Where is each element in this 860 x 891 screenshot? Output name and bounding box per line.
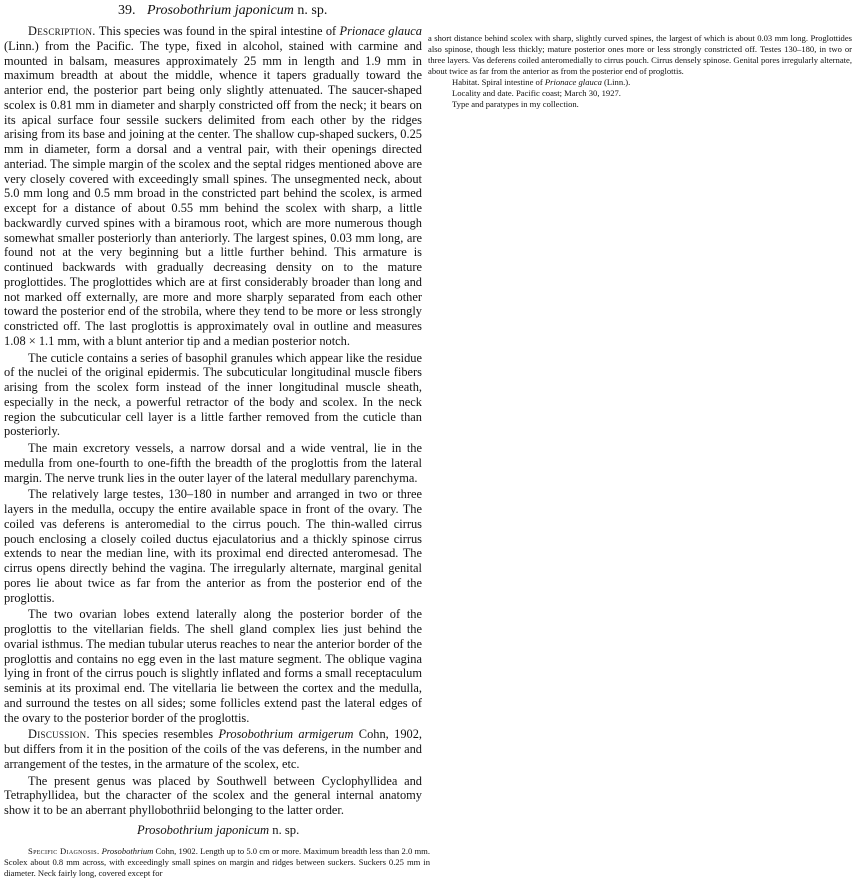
habitat-text-2: (Linn.). (601, 77, 631, 87)
discussion-text-1: This species resembles (89, 727, 219, 742)
description-text-2: (Linn.) from the Pacific. The type, fixed in alcohol, stained with carmine and mounted in balsam, measures approximately 25 mm in length and 1.9 mm in maximum breadth at about the middle, whence it tapers gradually toward the anterior end, the posterior part being only slightly attenuated. The saucer-shaped scolex is 0.81 mm in diameter and sharply constricted off from the neck; it bears on its apical surface four sessile suckers delimited from each other by the ridges arising from its base and joining at the center. The shallow cup-shaped suckers, 0.25 mm in diameter, form a dorsal and a ventral pair, with their openings directed anteriad. The simple margin of the scolex and the septal ridges mentioned above are very closely covered with exceedingly small spines. The unsegmented neck, about 5.0 mm long and 0.5 mm broad in the constricted part behind the scolex, is armed except for a distance of about 0.55 mm behind the scolex with sharp, a little backwardly curved spines with a biramous root, which are more numerous though somewhat smaller posteriorly than anteriorly. The largest spines, 0.03 mm long, are found not at the very beginning but a little further behind. This armature is continued backwards with gradually decreasing density on to the mature proglottides. The proglottides which are at first considerably broader than long and not marked off externally, are more and more sharply separated from each other toward the posterior end of the strobila, where they tend to be more or less strongly constricted off. The last proglottis is approximately oval in outline and measures 1.08 × 1.1 mm, with a blunt anterior tip and a median posterior notch. (4, 38, 422, 348)
locality-line: Locality and date. Pacific coast; March 30, 1927. (452, 88, 621, 98)
cuticle-paragraph: The cuticle contains a series of basophil granules which appear like the residue of the nuclei of the original epidermis. The subcuticular longitudinal muscle fibers arising from the scolex form instead of the inner longitudinal muscle sheath, especially in the neck, a powerful retractor of the body and scolex. In the neck region the subcuticular cell layer is a little farther removed from the cuticle than posteriorly. (4, 350, 422, 439)
diagnosis-paragraph (4, 846, 430, 879)
diagnosis-genus: Prosobothrium (101, 846, 154, 856)
discussion-paragraph (4, 727, 422, 771)
discussion-text-2: Cohn, 1902, but differs from it in the position of the coils of the vas deferens, in the number and arrangement of the testes, in the armature of the scolex, etc. (4, 727, 422, 771)
host-name: Prionace glauca (339, 24, 422, 38)
new-species-marker: n. sp. (297, 3, 328, 18)
diagnosis-continuation: a short distance behind scolex with sharp, slightly curved spines, the largest of which is about 0.03 mm long. Proglottides also spinose, though less thickly; mature posterior ones more or less strongly constricted off. Testes 130–180, in two or three layers. Vas deferens coiled anteromedially to cirrus pouch. Cirrus densely spinose. Genital pores irregularly alternate, about twice as far from the anterior as from the posterior end of proglottis. (428, 33, 852, 76)
diagnosis-species: Prosobothrium japonicum (137, 823, 270, 837)
classification-paragraph: The present genus was placed by Southwell between Cyclophyllidea and Tetraphyllidea, but the character of the scolex and the general internal anatomy show it to be an aberrant phyllobothriid belonging to the latter order. (4, 773, 422, 817)
diagnosis-suffix: n. sp. (272, 823, 300, 837)
ovary-paragraph: The two ovarian lobes extend laterally along the posterior border of the proglottis to the vitellarian fields. The shell gland complex lies just behind the ovarial isthmus. The median tubular uterus reaches to near the anterior border of the proglottis and contains no egg even in the last mature segment. The oblique vagina lying in front of the cirrus pouch is slightly inflated and forms a small receptaculum seminis at its proximal end. The vitellaria lie between the cortex and the medulla, and surround the testes on all sides; some follicles extend past the lateral edges of the ovary to the posterior border of the proglottis. (4, 607, 422, 725)
habitat-line (428, 77, 852, 88)
type-line: Type and paratypes in my collection. (452, 99, 579, 109)
description-text-1: This species was found in the spiral intestine of (95, 24, 340, 38)
excretory-paragraph: The main excretory vessels, a narrow dorsal and a wide ventral, lie in the medulla from one-fourth to one-fifth the breadth of the proglottis from the lateral margin. The nerve trunk lies in the outer layer of the lateral medullary parenchyma. (4, 441, 422, 485)
description-label: Description. (28, 24, 96, 38)
diagnosis-label: Specific Diagnosis. (28, 846, 100, 856)
diagnosis-heading (137, 822, 437, 838)
species-name: Prosobothrium japonicum (147, 3, 294, 18)
section-header (118, 2, 327, 20)
left-column (4, 24, 422, 818)
compared-species: Prosobothrium armigerum (218, 727, 354, 742)
right-column (428, 33, 852, 110)
habitat-text-1: Spiral intestine of (479, 77, 545, 87)
habitat-label: Habitat. (452, 77, 480, 87)
discussion-label: Discussion. (28, 727, 90, 742)
habitat-host: Prionace glauca (544, 77, 602, 87)
specific-diagnosis (4, 846, 430, 879)
diagnosis-text: Cohn, 1902. Length up to 5.0 cm or more. Maximum breadth less than 2.0 mm. Scolex about 0.8 mm across, with exceedingly small spines on margin and ridges between suckers. Suckers 0.25 mm in diameter. Neck fairly long, covered except for (4, 846, 430, 878)
testes-paragraph: The relatively large testes, 130–180 in number and arranged in two or three layers in the medulla, occupy the entire available space in front of the ovary. The coiled vas deferens is anteromedial to the cirrus pouch. The thin-walled cirrus pouch enclosing a closely coiled ductus ejaculatorius and a thickly spinose cirrus extends to near the median line, with its proximal end directed anteromesad. The cirrus opens directly behind the vagina. The irregularly alternate, marginal genital pores lie about twice as far from the anterior as from the posterior end of the proglottis. (4, 487, 422, 605)
section-number: 39. (118, 3, 136, 18)
description-paragraph (4, 24, 422, 349)
